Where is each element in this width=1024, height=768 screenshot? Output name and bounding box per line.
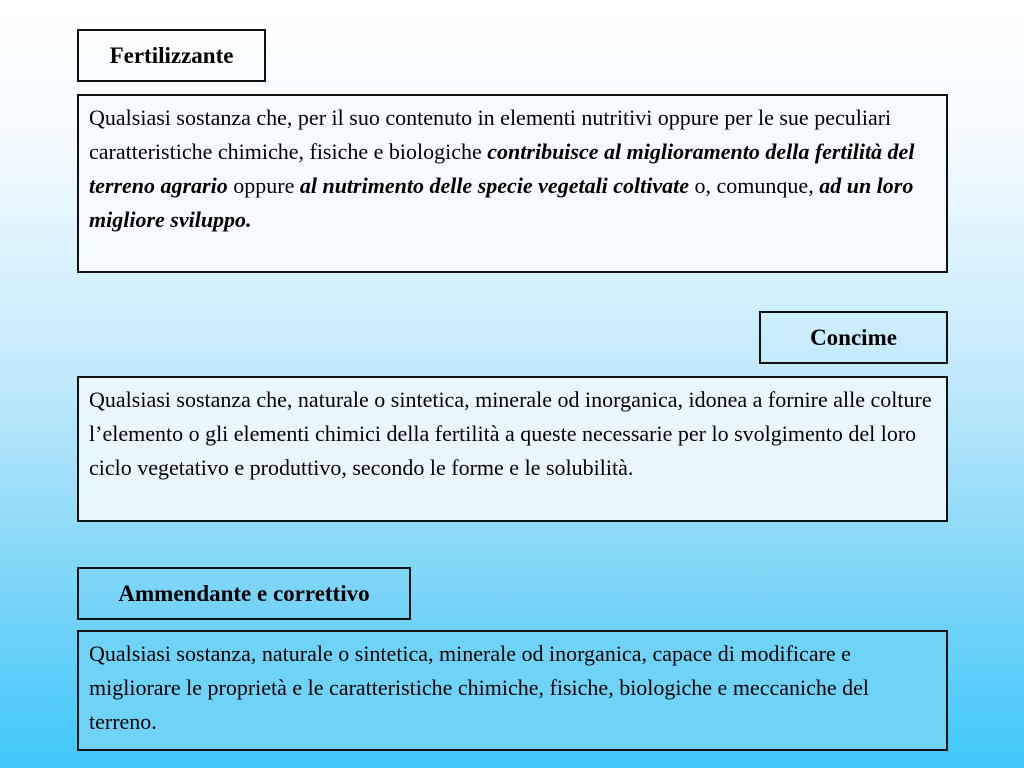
fertilizzante-text-part-3: o, comunque, [689,173,820,198]
concime-text: Qualsiasi sostanza che, naturale o sintetica, minerale od inorganica, idonea a fornire alle colture l’elemento o gli elementi chimici della fertilità a queste necessarie per lo svolgimento del loro ciclo vegetativo e produttivo, secondo le forme e le solubilità. [89,387,932,480]
ammendante-title-box [77,567,411,620]
concime-title-box [759,311,948,364]
fertilizzante-text-part-2: oppure [227,173,300,198]
fertilizzante-emphasis-1: contribuisce al miglioramento della fertilità del terreno agrario [89,139,915,198]
fertilizzante-emphasis-3: ad un loro migliore sviluppo. [89,173,914,232]
ammendante-text: Qualsiasi sostanza, naturale o sintetica, minerale od inorganica, capace di modificare e migliorare le proprietà e le caratteristiche chimiche, fisiche, biologiche e meccaniche del terreno. [89,641,870,734]
concime-title: Concime [810,325,897,350]
fertilizzante-emphasis-2: al nutrimento delle specie vegetali coltivate [299,173,690,198]
fertilizzante-title: Fertilizzante [109,43,234,68]
ammendante-title: Ammendante e correttivo [118,581,370,606]
concime-definition [77,376,948,522]
fertilizzante-title-box [77,29,266,82]
fertilizzante-definition [77,94,948,273]
fertilizzante-text-part-1: Qualsiasi sostanza che, per il suo contenuto in elementi nutritivi oppure per le sue peculiari caratteristiche chimiche, fisiche e biologiche [89,105,892,164]
ammendante-definition [77,630,948,751]
